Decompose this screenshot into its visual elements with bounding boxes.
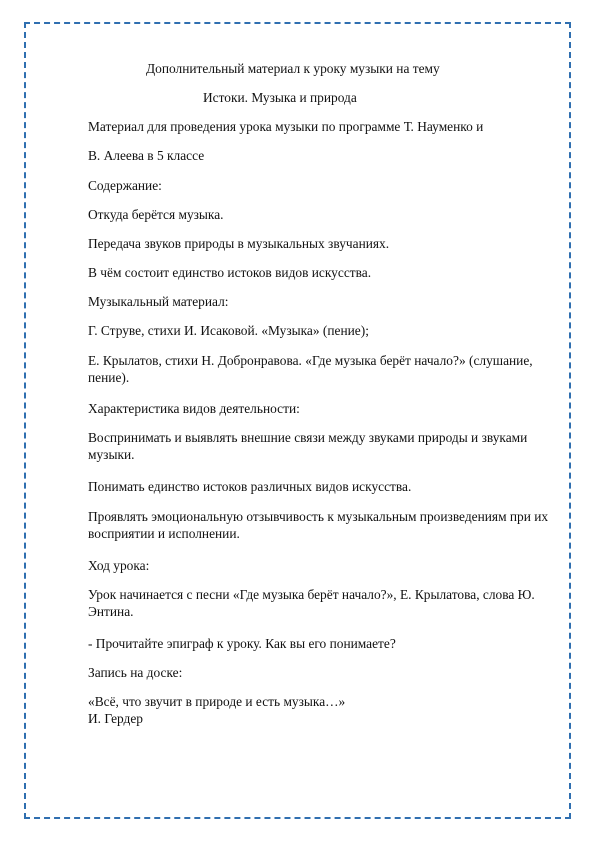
music-item: Г. Струве, стихи И. Исаковой. «Музыка» (пение); — [88, 323, 369, 338]
document-subtitle: Истоки. Музыка и природа — [203, 90, 357, 105]
activity-item: Воспринимать и выявлять внешние связи между звуками природы и звуками музыки. — [88, 430, 528, 462]
lesson-paragraph: Урок начинается с песни «Где музыка берёт начало?», Е. Крылатова, слова Ю. Энтина. — [88, 587, 535, 619]
lesson-paragraph: - Прочитайте эпиграф к уроку. Как вы его понимаете? — [88, 636, 396, 651]
intro-line-2: В. Алеева в 5 классе — [88, 148, 205, 163]
document-title: Дополнительный материал к уроку музыки на тему — [146, 61, 440, 76]
music-item: Е. Крылатов, стихи Н. Добронравова. «Где музыка берёт начало?» (слушание, пение). — [88, 353, 533, 385]
activity-item: Понимать единство истоков различных видов искусства. — [88, 479, 412, 494]
content-item: Передача звуков природы в музыкальных звучаниях. — [88, 236, 390, 251]
lesson-heading: Ход урока: — [88, 558, 150, 573]
music-heading: Музыкальный материал: — [88, 294, 229, 309]
epigraph-quote: «Всё, что звучит в природе и есть музыка…» — [88, 694, 346, 709]
epigraph-author: И. Гердер — [88, 711, 144, 726]
activity-item: Проявлять эмоциональную отзывчивость к музыкальным произведениям при их восприятии и исполнении. — [88, 509, 549, 541]
content-item: В чём состоит единство истоков видов искусства. — [88, 265, 372, 280]
board-heading: Запись на доске: — [88, 665, 183, 680]
activity-heading: Характеристика видов деятельности: — [88, 401, 300, 416]
intro-line-1: Материал для проведения урока музыки по программе Т. Науменко и — [88, 119, 484, 134]
content-heading: Содержание: — [88, 178, 162, 193]
content-item: Откуда берётся музыка. — [88, 207, 224, 222]
